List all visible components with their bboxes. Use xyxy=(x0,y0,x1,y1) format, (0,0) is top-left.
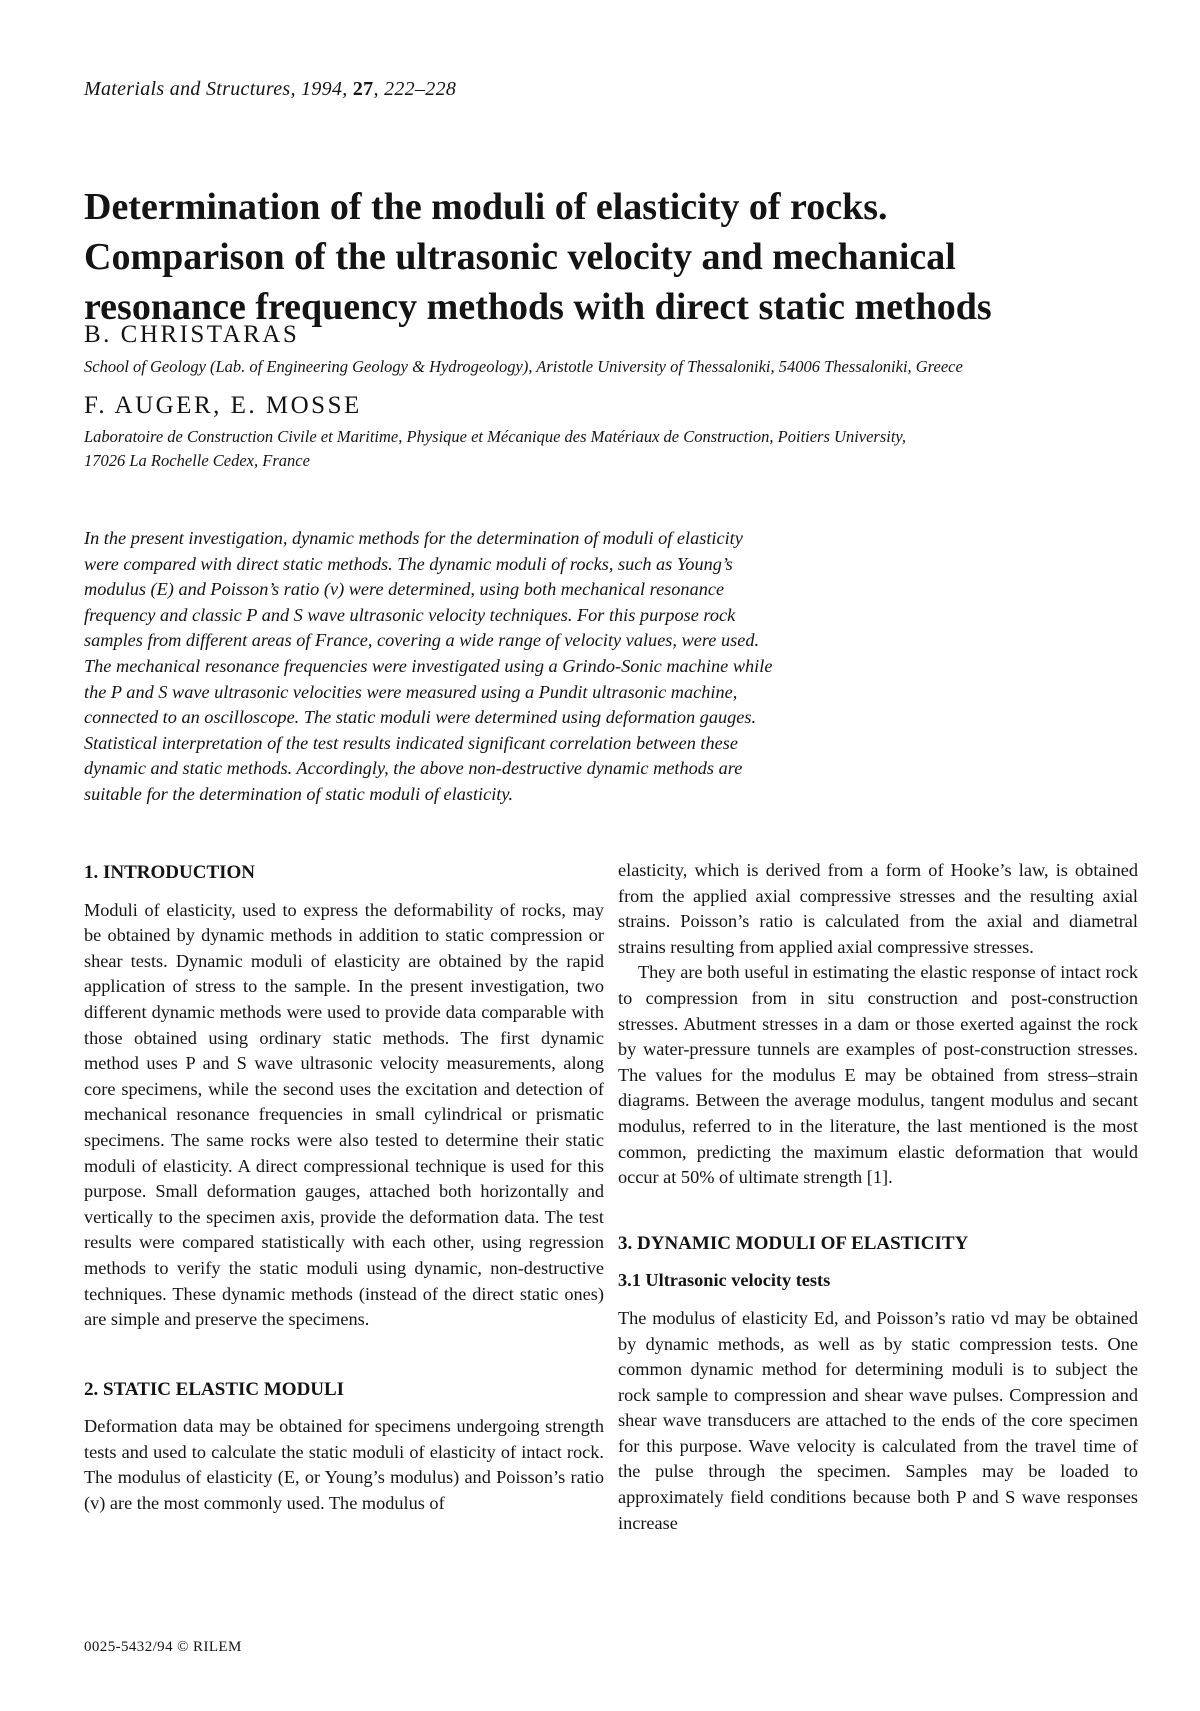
journal-year: , 1994, xyxy=(290,78,353,100)
abstract-line: suitable for the determination of static moduli of elasticity. xyxy=(84,783,514,804)
introduction-paragraph: Moduli of elasticity, used to express the deformability of rocks, may be obtained by dynamic methods in addition to static compression or shear tests. Dynamic moduli of elasticity are obtained by the rapid application of stress to the sample. In the present investigation, two different dynamic methods were used to provide data comparable with those obtained using ordinary static methods. The first dynamic method uses P and S wave ultrasonic velocity measurements, along core specimens, while the second uses the excitation and detection of mechanical resonance frequencies in small cylindrical or prismatic specimens. The same rocks were also tested to determine their static moduli of elasticity. A direct compressional technique is used for this purpose. Small deformation gauges, attached both horizontally and vertically to the specimen axis, provide the deformation data. The test results were compared statistically with each other, using regression methods to verify the static moduli using dynamic, non-destructive techniques. These dynamic methods (instead of the direct static ones) are simple and preserve the specimens. xyxy=(84,899,604,1330)
subsection-heading-ultrasonic: 3.1 Ultrasonic velocity tests xyxy=(618,1270,831,1291)
abstract-line: connected to an oscilloscope. The static moduli were determined using deformation gauges. xyxy=(84,707,757,728)
ultrasonic-paragraph: The modulus of elasticity Ed, and Poisson’s ratio vd may be obtained by dynamic methods, as well as by static compression tests. One common dynamic method for determining moduli is to subject the rock sample to compression and shear wave pulses. Compression and shear wave transducers are attached to the ends of the core specimen for this purpose. Wave velocity is calculated from the travel time of the pulse through the specimen. Samples may be loaded to approximately field conditions because both P and S wave responses increase xyxy=(618,1307,1138,1533)
author-1-affiliation: School of Geology (Lab. of Engineering Geology & Hydrogeology), Aristotle University of Thessaloniki, 54006 Thessaloniki, Greece xyxy=(84,357,963,376)
abstract-line: samples from different areas of France, covering a wide range of velocity values, were used. xyxy=(84,630,760,651)
journal-pages: , 222–228 xyxy=(373,78,457,100)
title-line-1: Determination of the moduli of elasticity of rocks. xyxy=(84,186,888,228)
journal-volume: 27 xyxy=(352,78,374,100)
abstract-line: The mechanical resonance frequencies were investigated using a Grindo-Sonic machine while xyxy=(84,655,773,676)
title-line-3: resonance frequency methods with direct static methods xyxy=(84,286,992,328)
abstract-line: dynamic and static methods. Accordingly, the above non-destructive dynamic methods are xyxy=(84,758,743,779)
section-heading-dynamic-moduli: 3. DYNAMIC MODULI OF ELASTICITY xyxy=(618,1232,969,1254)
abstract xyxy=(84,526,904,808)
copyright-footer: 0025-5432/94 © RILEM xyxy=(84,1639,242,1655)
abstract-line: In the present investigation, dynamic methods for the determination of moduli of elasticity xyxy=(84,528,743,548)
right-column xyxy=(618,858,1138,1536)
author-2-affiliation-line-2: 17026 La Rochelle Cedex, France xyxy=(84,451,310,470)
static-moduli-paragraph: Deformation data may be obtained for specimens undergoing strength tests and used to calculate the static moduli of elasticity of intact rock. The modulus of elasticity (E, or Young’s modulus) and Poisson’s ratio (v) are the most commonly used. The modulus of xyxy=(84,1416,604,1514)
static-moduli-continued-paragraph: elasticity, which is derived from a form of Hooke’s law, is obtained from the applied axial compressive stresses and the resulting axial strains. Poisson’s ratio is calculated from the axial and diametral strains resulting from applied axial compressive stresses. xyxy=(618,860,1138,957)
abstract-line: modulus (E) and Poisson’s ratio (v) were determined, using both mechanical resonance xyxy=(84,579,725,600)
section-heading-introduction: 1. INTRODUCTION xyxy=(84,862,256,883)
abstract-line: were compared with direct static methods. The dynamic moduli of rocks, such as Young’s xyxy=(84,553,733,574)
static-moduli-second-paragraph: They are both useful in estimating the elastic response of intact rock to compression from in situ construction and post-construction stresses. Abutment stresses in a dam or those exerted against the rock by water-pressure tunnels are examples of post-construction stresses. The values for the modulus E may be obtained from stress–strain diagrams. Between the average modulus, tangent modulus and secant modulus, referred to in the literature, the last mentioned is the most common, predicting the maximum elastic deformation that would occur at 50% of ultimate strength [1]. xyxy=(618,962,1138,1188)
author-1: B. CHRISTARAS xyxy=(84,321,300,348)
journal-citation xyxy=(84,78,456,101)
abstract-line: Statistical interpretation of the test results indicated significant correlation between these xyxy=(84,732,738,753)
author-2-affiliation xyxy=(84,425,1124,473)
paper-title xyxy=(84,182,1124,332)
title-line-2: Comparison of the ultrasonic velocity and mechanical xyxy=(84,236,956,278)
left-column xyxy=(84,860,604,1517)
author-2: F. AUGER, E. MOSSE xyxy=(84,392,362,419)
journal-name: Materials and Structures xyxy=(84,78,291,100)
abstract-line: frequency and classic P and S wave ultrasonic velocity techniques. For this purpose rock xyxy=(84,604,736,625)
section-heading-static-moduli: 2. STATIC ELASTIC MODULI xyxy=(84,1378,345,1400)
abstract-line: the P and S wave ultrasonic velocities were measured using a Pundit ultrasonic machine, xyxy=(84,681,738,702)
author-2-affiliation-line-1: Laboratoire de Construction Civile et Maritime, Physique et Mécanique des Matériaux de Construction, Poitiers University, xyxy=(84,427,906,446)
